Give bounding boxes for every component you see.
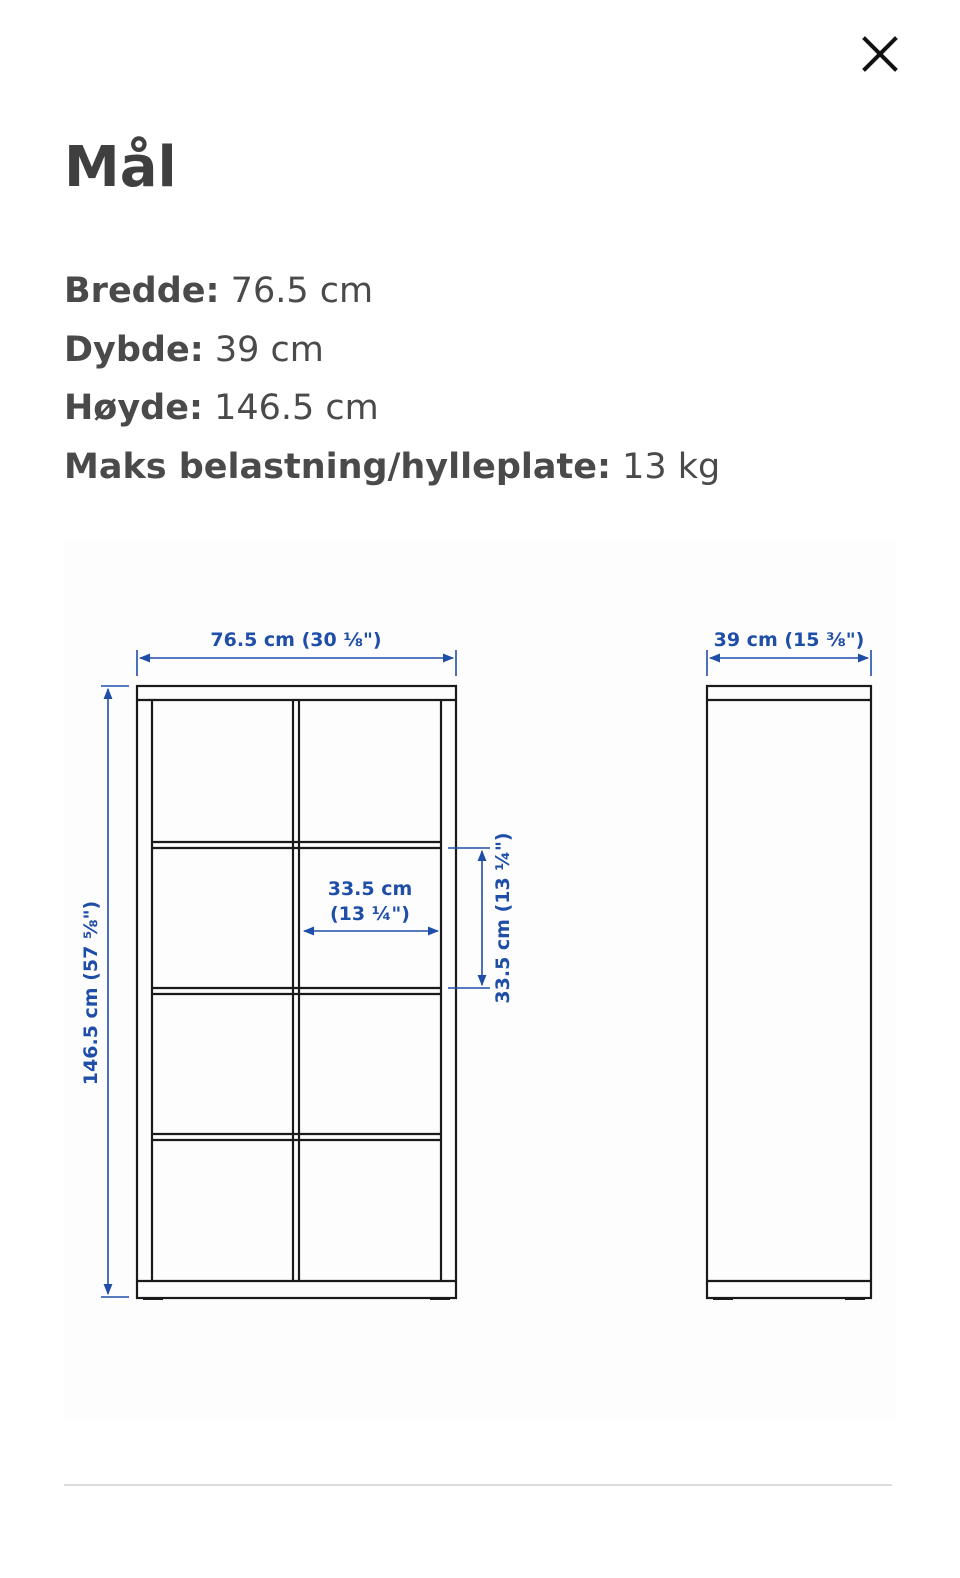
spec-label: Maks belastning/hylleplate: [64, 446, 611, 487]
dimension-drawing [64, 540, 896, 1420]
page-title: Mål [64, 135, 177, 200]
compartment-width-label-inch: (13 ¼") [330, 903, 410, 925]
height-dimension-label: 146.5 cm (57 ⅝") [80, 900, 102, 1086]
close-icon[interactable] [856, 30, 904, 78]
spec-value: 76.5 cm [230, 271, 374, 311]
dimension-list [64, 262, 720, 496]
side-view-shelf [707, 686, 871, 1298]
front-view-shelf [137, 686, 456, 1298]
height-dimension-line [101, 686, 129, 1297]
spec-label: Dybde: [64, 329, 204, 370]
width-dimension-label: 76.5 cm (30 ⅛") [210, 629, 382, 651]
spec-value: 146.5 cm [214, 388, 379, 428]
depth-dimension-label: 39 cm (15 ⅜") [713, 629, 865, 651]
spec-label: Bredde: [64, 271, 220, 311]
depth-dimension-line [707, 650, 871, 676]
divider [64, 1484, 892, 1486]
width-dimension-line [137, 650, 456, 676]
compartment-height-label: 33.5 cm (13 ¼") [492, 832, 514, 1004]
compartment-width-label: 33.5 cm [327, 878, 413, 900]
spec-width [64, 262, 720, 321]
shelf-diagram [64, 540, 896, 1420]
spec-height [64, 379, 720, 438]
spec-depth [64, 321, 720, 380]
compartment-height-line [448, 848, 490, 988]
spec-max-load [64, 438, 720, 497]
spec-value: 13 kg [622, 446, 721, 487]
spec-value: 39 cm [214, 329, 324, 370]
spec-label: Høyde: [64, 388, 203, 428]
